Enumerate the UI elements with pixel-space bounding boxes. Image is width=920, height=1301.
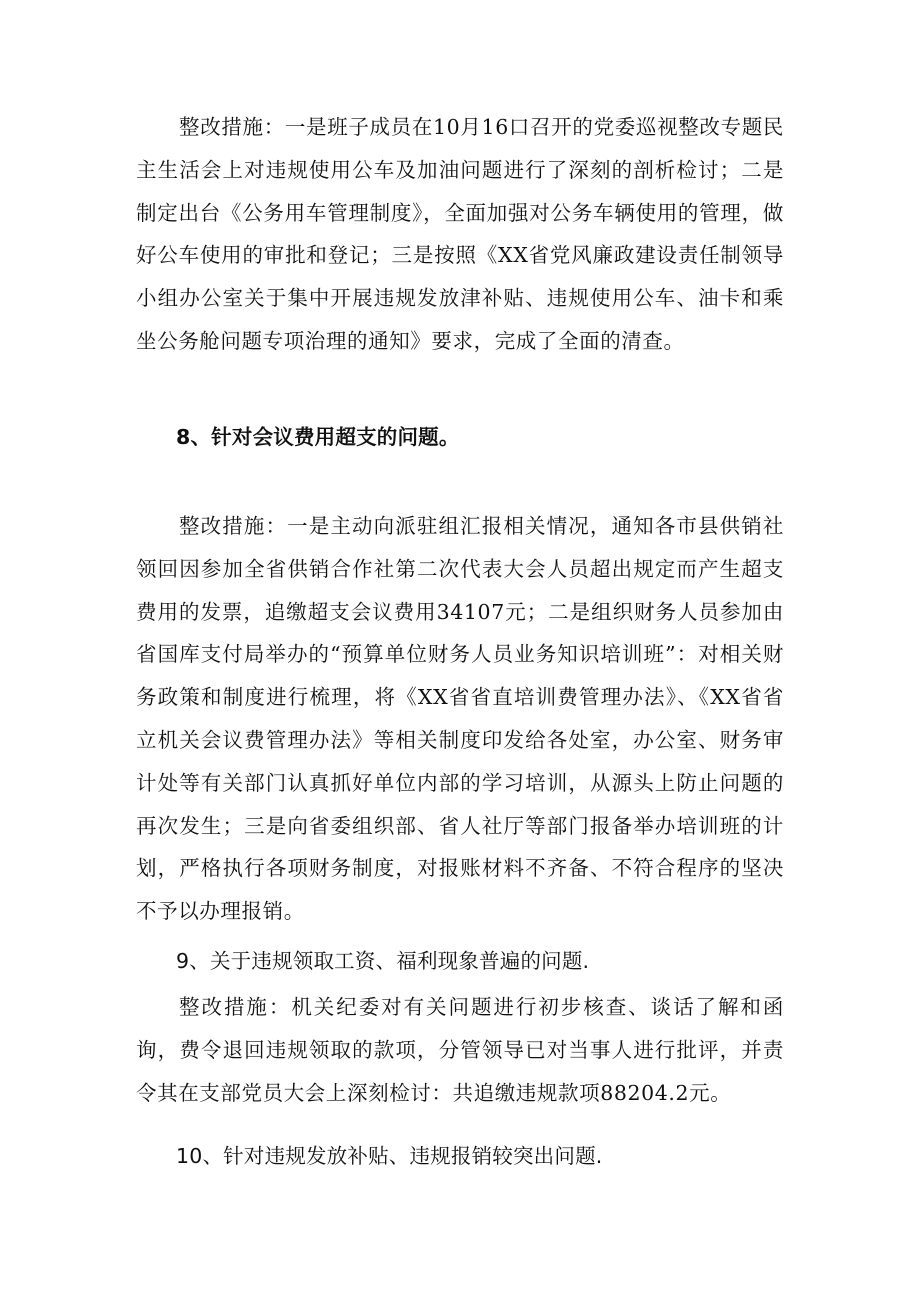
measures-paragraph-9 <box>136 986 784 1114</box>
paragraph-text: 整改措施：一是主动向派驻组汇报相关情况，通知各市县供销社领回因参加全省供销合作社第二次代表大会人员超出规定而产生超支费用的发票，追缴超支会议费用34107元；二是组织财务人员参加由省国库支付局举办的“预算单位财务人员业务知识培训班”：对相关财务政策和制度进行梳理，将《XX省省直培训费管理办法》、《XX省省立机关会议费管理办法》等相关制度印发给各处室，办公室、财务审计处等有关部门认真抓好单位内部的学习培训，从源头上防止问题的再次发生；三是向省委组织部、省人社厅等部门报备举办培训班的计划，严格执行各项财务制度，对报账材料不齐备、不符合程序的坚决不予以办理报销。 <box>136 514 784 924</box>
measures-paragraph-7 <box>136 106 784 363</box>
paragraph-text: 整改措施：一是班子成员在10月16口召开的党委巡视整改专题民主生活会上对违规使用公车及加油问题进行了深刻的剖析检讨；二是制定出台《公务用车管理制度》，全面加强对公务车辆使用的管理，做好公车使用的审批和登记；三是按照《XX省党风廉政建设责任制领导小组办公室关于集中开展违规发放津补贴、违规使用公车、油卡和乘坐公务舱问题专项治理的通知》要求，完成了全面的清查。 <box>136 115 784 353</box>
section-heading-8: 8、针对会议费用超支的问题。 <box>176 425 460 449</box>
section-heading-9: 9、关于违规领取工资、福利现象普遍的问题. <box>176 949 590 973</box>
section-heading-10: 10、针对违规发放补贴、违规报销较突出问题. <box>176 1144 603 1168</box>
paragraph-text: 整改措施：机关纪委对有关问题进行初步核查、谈话了解和函询，费令退回违规领取的款项，分管领导已对当事人进行批评，并责令其在支部党员大会上深刻检讨：共追缴违规款项88204.2元。 <box>136 995 784 1105</box>
measures-paragraph-8 <box>136 505 784 933</box>
